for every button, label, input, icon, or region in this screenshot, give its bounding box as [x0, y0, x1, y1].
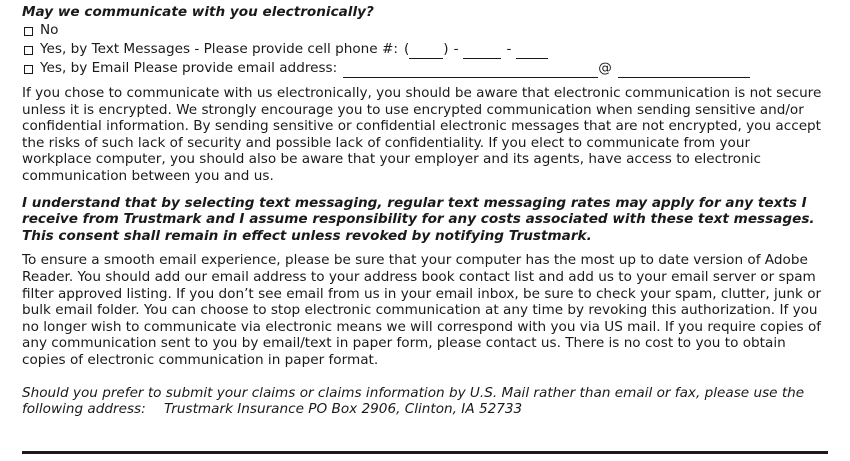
option-text-label: Yes, by Text Messages - Please provide cell phone #:	[40, 41, 398, 57]
paragraph-security-warning: If you chose to communicate with us electronically, you should be aware that electronic communication is not secure unless it is encrypted. We strongly encourage you to use encrypted communication when sending sensitive and/or confidential information. By sending sensitive or confidential electronic messages that are not encrypted, you accept the risks of such lack of security and possible lack of confidentiality. If you elect to communicate from your workplace computer, you should also be aware that your employer and its agents, have access to electronic communication between you and us.	[22, 85, 822, 184]
option-email-label: Yes, by Email Please provide email address:	[40, 60, 338, 76]
paragraph-mail-address	[22, 385, 822, 418]
paragraph-email-experience: To ensure a smooth email experience, please be sure that your computer has the most up to date version of Adobe Reader. You should add our email address to your address book contact list and add us to your email server or spam filter approved listing. If you don’t see email from us in your email inbox, be sure to check your spam, clutter, junk or bulk email folder. You can choose to stop electronic communication at any time by revoking this authorization. If you no longer wish to communicate via electronic means we will correspond with you via US mail. If you require copies of any communication sent to you by email/text in paper form, please contact us. There is no cost to you to obtain copies of electronic communication in paper format.	[22, 252, 822, 368]
email-at-sign: @	[598, 60, 612, 76]
consent-heading: May we communicate with you electronically?	[22, 4, 374, 20]
option-no[interactable]	[22, 21, 822, 40]
email-domain-field[interactable]	[618, 65, 750, 78]
phone-line-field[interactable]	[516, 46, 548, 59]
email-checkbox[interactable]	[24, 65, 33, 74]
area-code-open-paren: (	[403, 41, 410, 57]
no-checkbox[interactable]	[24, 27, 33, 36]
paragraph-text-rates: I understand that by selecting text messaging, regular text messaging rates may apply for any texts I receive from Trustmark and I assume responsibility for any costs associated with these text messages. This consent shall remain in effect unless revoked by notifying Trustmark.	[22, 194, 815, 244]
phone-dash-1: -	[453, 41, 459, 57]
bottom-divider	[22, 451, 828, 454]
text-messages-checkbox[interactable]	[24, 46, 33, 55]
option-text-messages[interactable]	[22, 40, 822, 59]
email-user-field[interactable]	[343, 65, 598, 78]
option-no-label: No	[40, 22, 59, 38]
area-code-field[interactable]	[409, 46, 443, 59]
phone-prefix-field[interactable]	[463, 46, 501, 59]
option-email[interactable]	[22, 59, 822, 78]
area-code-close-paren: )	[443, 41, 449, 57]
mail-address: Trustmark Insurance PO Box 2906, Clinton, IA 52733	[164, 401, 523, 418]
phone-dash-2: -	[506, 41, 512, 57]
mail-address-prefix: Should you prefer to submit your claims or claims information by U.S. Mail rather than email or fax, please use the following address:	[22, 384, 805, 418]
consent-form	[22, 4, 822, 418]
